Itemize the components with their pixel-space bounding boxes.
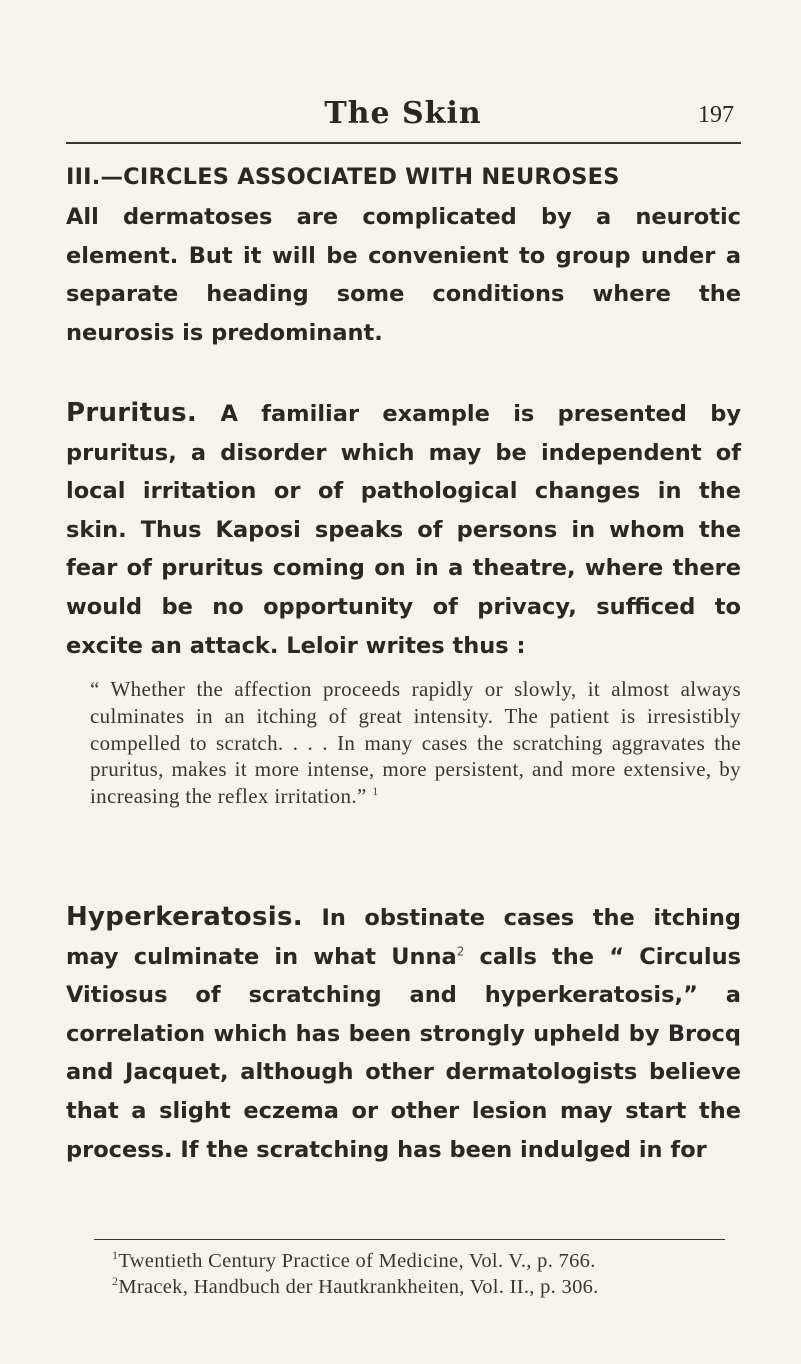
hyperkeratosis-text-end: calls the “ Circulus Vitiosus of scratching and hyperkeratosis,” a correlation which has been strongly upheld by Brocq and Jacquet, although other dermatologists believe that a slight eczema or other lesion may start the process. If the scratching has been indulged in for xyxy=(66,943,741,1163)
leloir-quotation xyxy=(90,676,741,810)
footnote-rule xyxy=(94,1239,725,1240)
pruritus-text: A familiar example is presented by pruritus, a disorder which may be independent of local irritation or of pathological changes in the skin. Thus Kaposi speaks of persons in whom the fear of pruritus coming on in a theatre, where there would be no opportunity of privacy, sufficed to excite an attack. Leloir writes thus : xyxy=(66,401,741,659)
footnote-2-number: 2 xyxy=(112,1274,119,1289)
section-heading: III.—CIRCLES ASSOCIATED WITH NEUROSES xyxy=(66,164,620,190)
header-rule xyxy=(66,142,741,144)
footnote-ref-1[interactable]: 1 xyxy=(372,784,379,799)
hyperkeratosis-run-in-heading: Hyperkeratosis. xyxy=(66,902,303,932)
page-number: 197 xyxy=(698,102,734,128)
pruritus-paragraph xyxy=(66,394,741,665)
footnote-1-number: 1 xyxy=(112,1248,119,1263)
quotation-text: “ Whether the affection proceeds rapidly or slowly, it almost always culminates in an itching of great intensity. The patient is irresistibly compelled to scratch. . . . In many cases the scratching aggravates the pruritus, makes it more intense, more persistent, and more extensive, by increasing the reflex irritation.” xyxy=(90,677,741,809)
running-title: The Skin xyxy=(324,96,482,131)
footnote-2-text: Mracek, Handbuch der Hautkrankheiten, Vol. II., p. 306. xyxy=(118,1276,599,1298)
running-head xyxy=(68,96,738,136)
intro-paragraph: All dermatoses are complicated by a neurotic element. But it will be convenient to group under a separate heading some conditions where the neurosis is predominant. xyxy=(66,204,741,346)
footnote-ref-2[interactable]: 2 xyxy=(456,944,465,959)
footnote-2 xyxy=(112,1274,752,1300)
hyperkeratosis-paragraph xyxy=(66,898,741,1169)
footnote-1 xyxy=(112,1248,752,1274)
footnotes xyxy=(112,1248,752,1300)
pruritus-run-in-heading: Pruritus. xyxy=(66,398,198,428)
hyperkeratosis-text-start: In obstinate cases the itching may culminate in what Unna xyxy=(66,905,741,970)
footnote-1-text: Twentieth Century Practice of Medicine, Vol. V., p. 766. xyxy=(118,1250,596,1272)
